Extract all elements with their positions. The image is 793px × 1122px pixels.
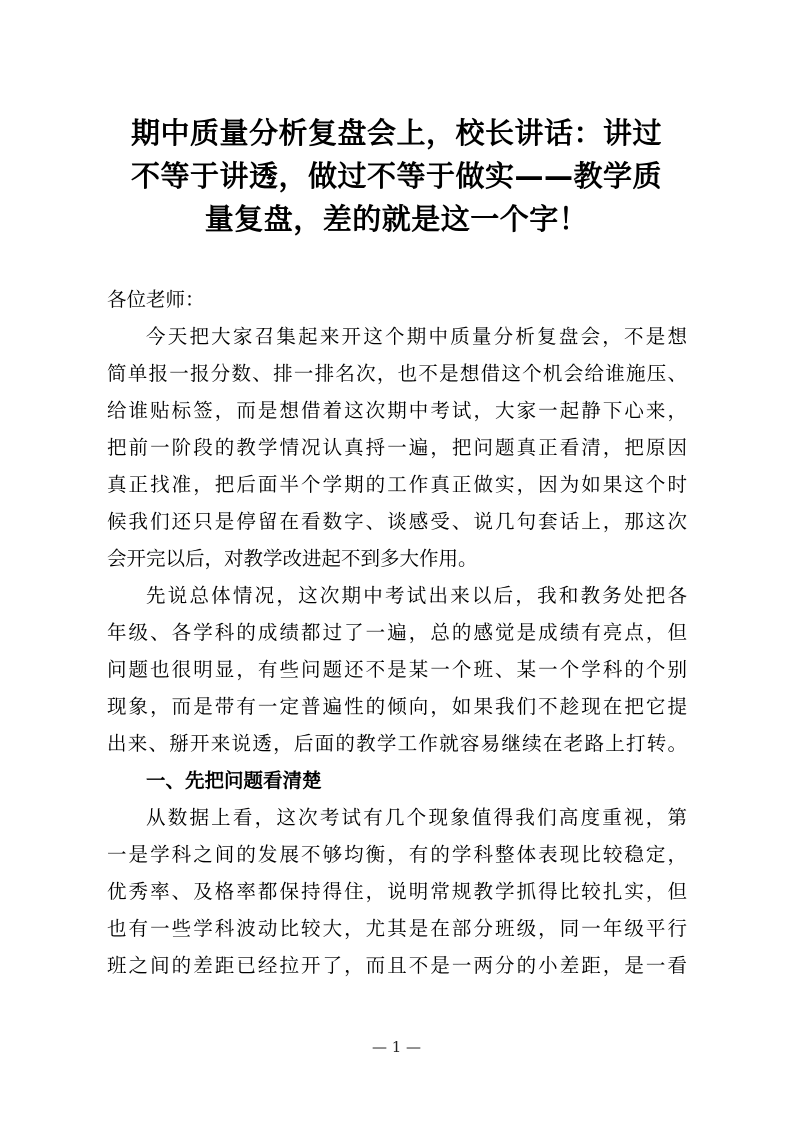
paragraph-line: 现象，而是带有一定普遍性的倾向，如果我们不趁现在把它提	[107, 695, 687, 718]
paragraph-line: 优秀率、及格率都保持得住，说明常规教学抓得比较扎实，但	[107, 880, 687, 903]
title-line: 期中质量分析复盘会上，校长讲话：讲过	[130, 116, 662, 150]
title-line: 量复盘，差的就是这一个字！	[204, 202, 589, 236]
paragraph-line: 班之间的差距已经拉开了，而且不是一两分的小差距，是一看	[107, 954, 687, 977]
paragraph-line: 给谁贴标签，而是想借着这次期中考试，大家一起静下心来，	[107, 399, 687, 422]
document-body	[107, 281, 687, 984]
paragraph-line: 先说总体情况，这次期中考试出来以后，我和教务处把各	[146, 584, 687, 607]
paragraph-line: 问题也很明显，有些问题还不是某一个班、某一个学科的个别	[107, 658, 687, 681]
paragraph-line: 真正找准，把后面半个学期的工作真正做实，因为如果这个时	[107, 473, 687, 496]
section-heading: 一、先把问题看清楚	[146, 769, 322, 792]
paragraph-line: 出来、掰开来说透，后面的教学工作就容易继续在老路上打转。	[107, 732, 687, 755]
paragraph-line: 年级、各学科的成绩都过了一遍，总的感觉是成绩有亮点，但	[107, 621, 687, 644]
salutation: 各位老师：	[107, 288, 205, 311]
paragraph-line: 一是学科之间的发展不够均衡，有的学科整体表现比较稳定，	[107, 843, 687, 866]
page-number: — 1 —	[371, 1038, 422, 1056]
paragraph-line: 把前一阶段的教学情况认真捋一遍，把问题真正看清，把原因	[107, 436, 687, 459]
paragraph-line: 简单报一报分数、排一排名次，也不是想借这个机会给谁施压、	[107, 362, 687, 385]
paragraph-line: 会开完以后，对教学改进起不到多大作用。	[107, 547, 478, 570]
paragraph-line: 也有一些学科波动比较大，尤其是在部分班级，同一年级平行	[107, 917, 687, 940]
document-title	[100, 112, 693, 241]
paragraph-line: 候我们还只是停留在看数字、谈感受、说几句套话上，那这次	[107, 510, 687, 533]
paragraph-line: 从数据上看，这次考试有几个现象值得我们高度重视，第	[146, 806, 687, 829]
title-line: 不等于讲透，做过不等于做实——教学质	[130, 159, 662, 193]
paragraph-line: 今天把大家召集起来开这个期中质量分析复盘会，不是想	[146, 325, 687, 348]
